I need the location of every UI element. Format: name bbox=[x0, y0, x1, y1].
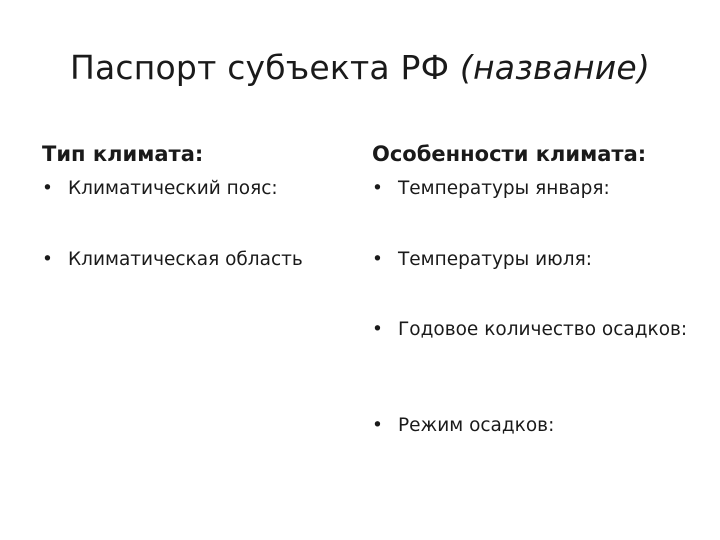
list-item-january-temp: • Температуры января: bbox=[372, 176, 702, 202]
title-main: Паспорт субъекта РФ bbox=[69, 48, 450, 87]
title-subject-placeholder: (название) bbox=[459, 48, 651, 87]
slide-title bbox=[0, 48, 720, 87]
list-item-annual-precipitation: • Годовое количество осадков: bbox=[372, 317, 702, 343]
list-item-climate-region: • Климатическая область bbox=[42, 247, 352, 273]
climate-features-header: Особенности климата: bbox=[372, 142, 647, 166]
climate-features-column bbox=[372, 140, 702, 436]
list-item-climate-zone: • Климатический пояс: bbox=[42, 176, 352, 202]
climate-type-header: Тип климата: bbox=[42, 142, 204, 166]
climate-type-column bbox=[42, 140, 352, 270]
list-item-precipitation-regime: • Режим осадков: bbox=[372, 413, 702, 439]
list-item-july-temp: • Температуры июля: bbox=[372, 247, 702, 273]
